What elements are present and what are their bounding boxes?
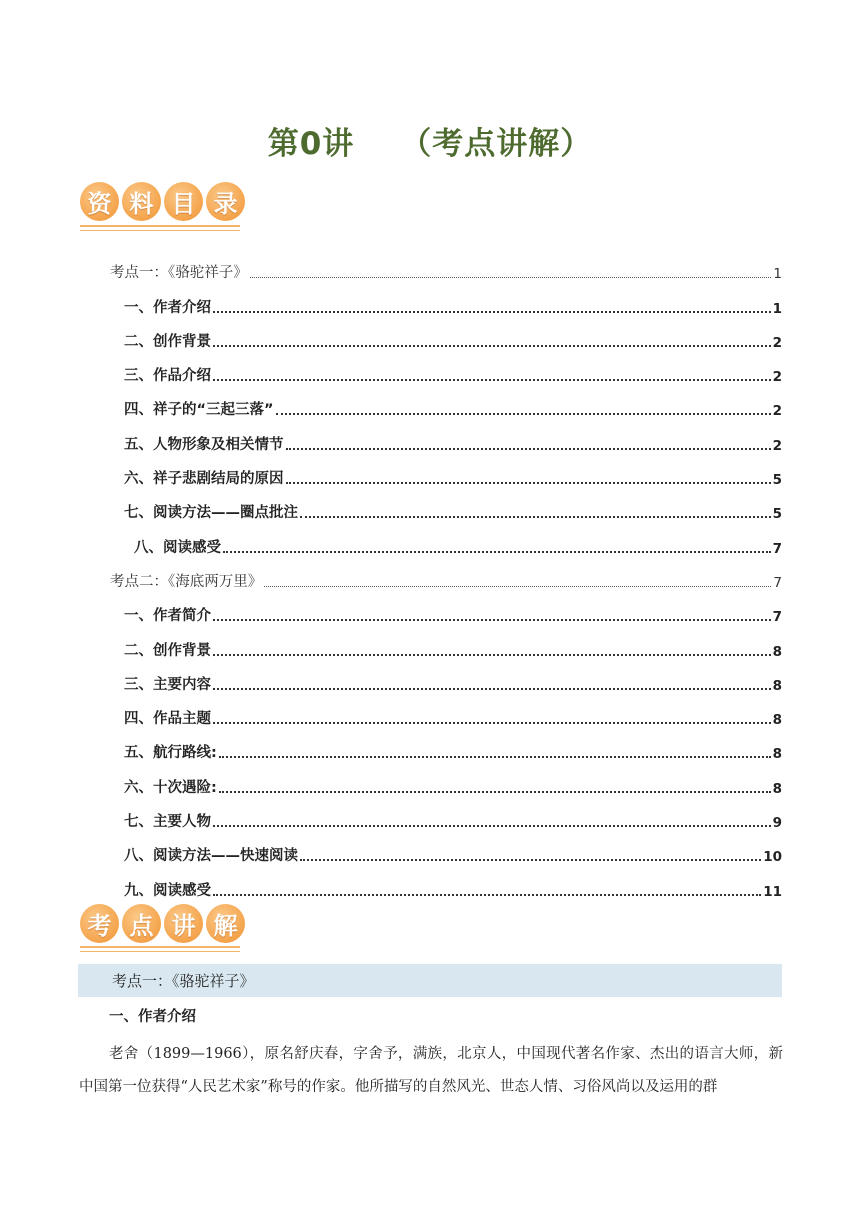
- toc-leader-dots: [213, 824, 771, 827]
- toc-entry-title: 一、作者介绍: [124, 299, 211, 316]
- toc-leader-dots: [213, 344, 771, 347]
- badge-char: 讲: [164, 904, 203, 943]
- toc-entry-title: 一、作者简介: [124, 608, 211, 625]
- toc-entry-page: 8: [772, 746, 782, 763]
- toc-entry-title: 三、主要内容: [124, 676, 211, 693]
- toc-entry-title: 四、作品主题: [124, 711, 211, 728]
- toc-entry[interactable]: [110, 317, 782, 351]
- toc-entry-page: 8: [772, 780, 782, 797]
- toc-leader-dots: [264, 585, 771, 587]
- toc-leader-dots: [276, 412, 771, 415]
- toc-entry[interactable]: [110, 419, 782, 453]
- toc-entry[interactable]: [110, 351, 782, 385]
- toc-entry[interactable]: [110, 694, 782, 728]
- toc-entry-page: 5: [772, 472, 782, 489]
- toc-entry-page: 8: [772, 712, 782, 729]
- toc-leader-dots: [300, 858, 761, 861]
- toc-entry[interactable]: [110, 454, 782, 488]
- section-heading: 考点一：《骆驼祥子》: [112, 972, 255, 990]
- toc-entry[interactable]: [110, 728, 782, 762]
- toc-leader-dots: [213, 687, 771, 690]
- toc-entry-title: 五、航行路线:: [124, 745, 217, 762]
- toc-entry[interactable]: [110, 831, 782, 865]
- toc-entry-page: 2: [772, 403, 782, 420]
- badge-char: 料: [122, 182, 161, 221]
- toc-leader-dots: [219, 755, 771, 758]
- toc-entry-title: 四、祥子的“三起三落”: [124, 402, 274, 419]
- toc-entry[interactable]: [110, 522, 782, 556]
- toc-entry-page: 11: [763, 883, 782, 900]
- title-main: 第0讲: [267, 126, 355, 162]
- toc-entry[interactable]: [110, 282, 782, 316]
- toc-entry[interactable]: [110, 488, 782, 522]
- toc-entry-page: 2: [772, 334, 782, 351]
- toc-entry-title: 八、阅读方法——快速阅读: [124, 848, 298, 865]
- toc-leader-dots: [213, 653, 771, 656]
- section-subheading: 一、作者介绍: [109, 1009, 196, 1025]
- table-of-contents: [110, 248, 782, 900]
- toc-leader-dots: [286, 481, 771, 484]
- points-badge: [80, 904, 245, 943]
- badge-char: 录: [206, 182, 245, 221]
- toc-leader-dots: [213, 721, 771, 724]
- toc-leader-dots: [223, 550, 771, 553]
- toc-entry[interactable]: [110, 248, 782, 282]
- toc-entry-page: 2: [772, 437, 782, 454]
- toc-entry-page: 5: [772, 506, 782, 523]
- section-paragraph: 老舍（1899—1966），原名舒庆春，字舍予，满族，北京人，中国现代著名作家、杰出的语言大师，新中国第一位获得“人民艺术家”称号的作家。他所描写的自然风光、世态人情、习俗风尚以及运用的群: [79, 1046, 783, 1095]
- toc-entry[interactable]: [110, 762, 782, 796]
- toc-entry-page: 10: [763, 849, 782, 866]
- toc-leader-dots: [213, 378, 771, 381]
- toc-entry[interactable]: [110, 660, 782, 694]
- toc-entry-title: 三、作品介绍: [124, 368, 211, 385]
- section-heading-bar: [78, 964, 782, 997]
- toc-entry-page: 7: [773, 574, 782, 591]
- toc-entry[interactable]: [110, 865, 782, 899]
- toc-entry[interactable]: [110, 385, 782, 419]
- toc-badge-underline: [80, 225, 240, 234]
- badge-char: 解: [206, 904, 245, 943]
- toc-entry-title: 二、创作背景: [124, 642, 211, 659]
- toc-entry-page: 7: [772, 609, 782, 626]
- title-sub: （考点讲解）: [400, 126, 593, 162]
- badge-char: 点: [122, 904, 161, 943]
- toc-entry[interactable]: [110, 591, 782, 625]
- toc-entry-title: 八、阅读感受: [134, 539, 221, 556]
- toc-entry[interactable]: [110, 625, 782, 659]
- toc-leader-dots: [213, 618, 771, 621]
- badge-char: 考: [80, 904, 119, 943]
- toc-entry-title: 九、阅读感受: [124, 882, 211, 899]
- toc-leader-dots: [213, 893, 761, 896]
- badge-char: 资: [80, 182, 119, 221]
- toc-entry-title: 二、创作背景: [124, 333, 211, 350]
- toc-entry-title: 七、阅读方法——圈点批注: [124, 505, 298, 522]
- toc-leader-dots: [300, 515, 771, 518]
- toc-entry[interactable]: [110, 797, 782, 831]
- toc-leader-dots: [213, 310, 771, 313]
- toc-entry-title: 六、十次遇险:: [124, 779, 217, 796]
- toc-entry-title: 五、人物形象及相关情节: [124, 436, 284, 453]
- toc-leader-dots: [286, 447, 771, 450]
- toc-entry-page: 8: [772, 643, 782, 660]
- page-title: [0, 118, 860, 163]
- badge-char: 目: [164, 182, 203, 221]
- toc-badge: [80, 182, 245, 221]
- toc-entry-page: 7: [772, 540, 782, 557]
- toc-entry[interactable]: [110, 557, 782, 591]
- toc-entry-page: 8: [772, 677, 782, 694]
- points-badge-underline: [80, 946, 240, 955]
- toc-entry-page: 1: [772, 300, 782, 317]
- toc-entry-page: 2: [772, 369, 782, 386]
- toc-entry-page: 9: [772, 815, 782, 832]
- toc-entry-title: 考点一：《骆驼祥子》: [110, 265, 248, 282]
- toc-entry-title: 六、祥子悲剧结局的原因: [124, 471, 284, 488]
- toc-leader-dots: [250, 276, 772, 278]
- toc-leader-dots: [219, 790, 771, 793]
- toc-entry-title: 七、主要人物: [124, 814, 211, 831]
- toc-entry-page: 1: [773, 266, 782, 283]
- toc-entry-title: 考点二：《海底两万里》: [110, 573, 263, 590]
